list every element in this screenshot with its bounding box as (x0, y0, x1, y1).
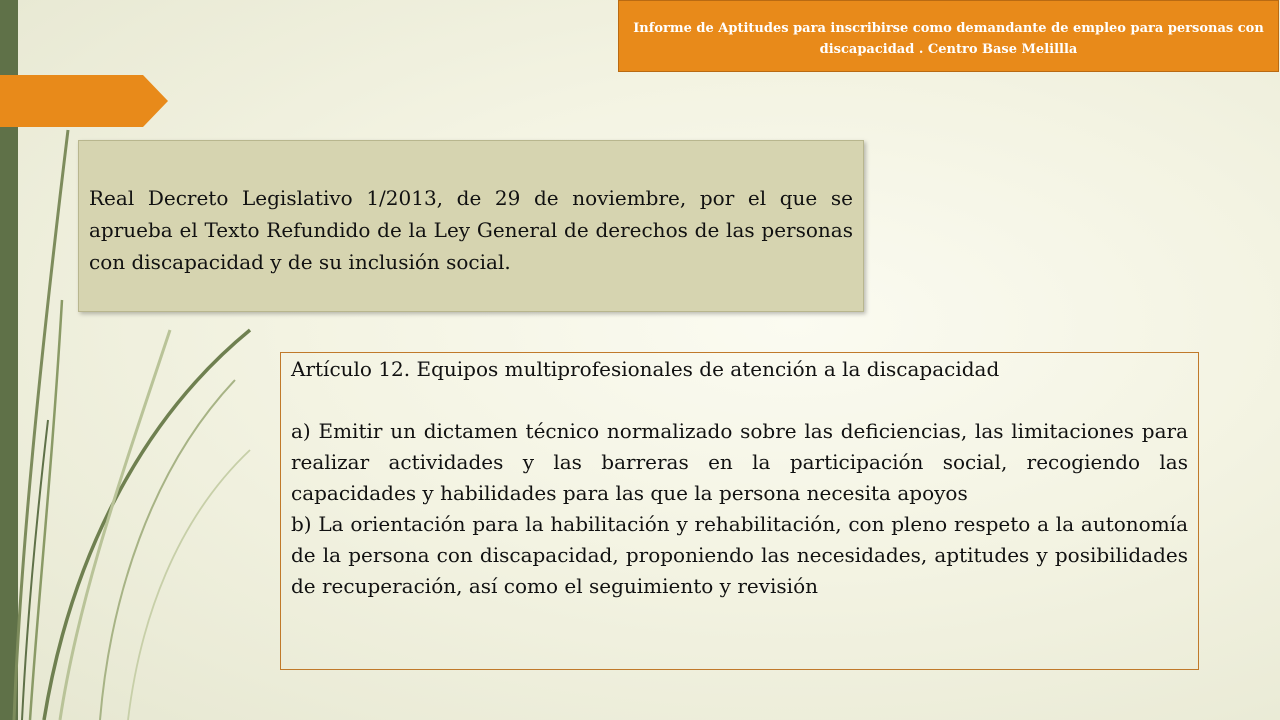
article-content-box (280, 352, 1199, 670)
article-item-b: b) La orientación para la habilitación y rehabilitación, con pleno respeto a la autonomía de la persona con discapacidad, proponiendo las necesidades, aptitudes y posibilidades de recuperación, así como el seguimiento y revisión (291, 512, 1188, 598)
presentation-header-banner (618, 0, 1279, 72)
article-item-a: a) Emitir un dictamen técnico normalizado sobre las deficiencias, las limitaciones para realizar actividades y las barreras en la participación social, recogiendo las capacidades y habilidades para las que la persona necesita apoyos (291, 419, 1188, 505)
article-heading: Artículo 12. Equipos multiprofesionales de atención a la discapacidad (291, 357, 1000, 381)
header-text: Informe de Aptitudes para inscribirse como demandante de empleo para personas con discapacidad . Centro Base Melillla (633, 21, 1264, 57)
orange-arrow-shape (0, 0, 170, 130)
decree-title-box (78, 140, 864, 312)
decree-title-text: Real Decreto Legislativo 1/2013, de 29 de noviembre, por el que se aprueba el Texto Refundido de la Ley General de derechos de las personas con discapacidad y de su inclusión social. (89, 186, 853, 274)
